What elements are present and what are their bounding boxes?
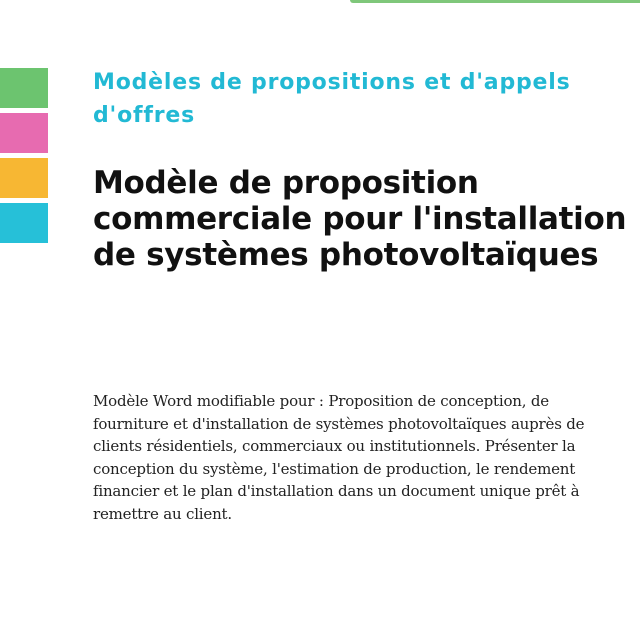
page-title: Modèle de proposition commerciale pour l'installation de systèmes photovoltaïques bbox=[93, 165, 627, 273]
green-color-bar bbox=[0, 68, 48, 108]
cyan-color-bar bbox=[0, 203, 48, 243]
orange-color-bar bbox=[0, 158, 48, 198]
top-accent-line bbox=[350, 0, 640, 3]
category-heading: Modèles de propositions et d'appels d'offres bbox=[93, 70, 571, 128]
description-text: Modèle Word modifiable pour : Proposition de conception, de fourniture et d'installation de systèmes photovoltaïques auprès de clients résidentiels, commerciaux ou institutionnels. Présenter la conception du système, l'estimation de production, le rendement financier et le plan d'installation dans un document unique prêt à remettre au client. bbox=[93, 392, 585, 523]
pink-color-bar bbox=[0, 113, 48, 153]
